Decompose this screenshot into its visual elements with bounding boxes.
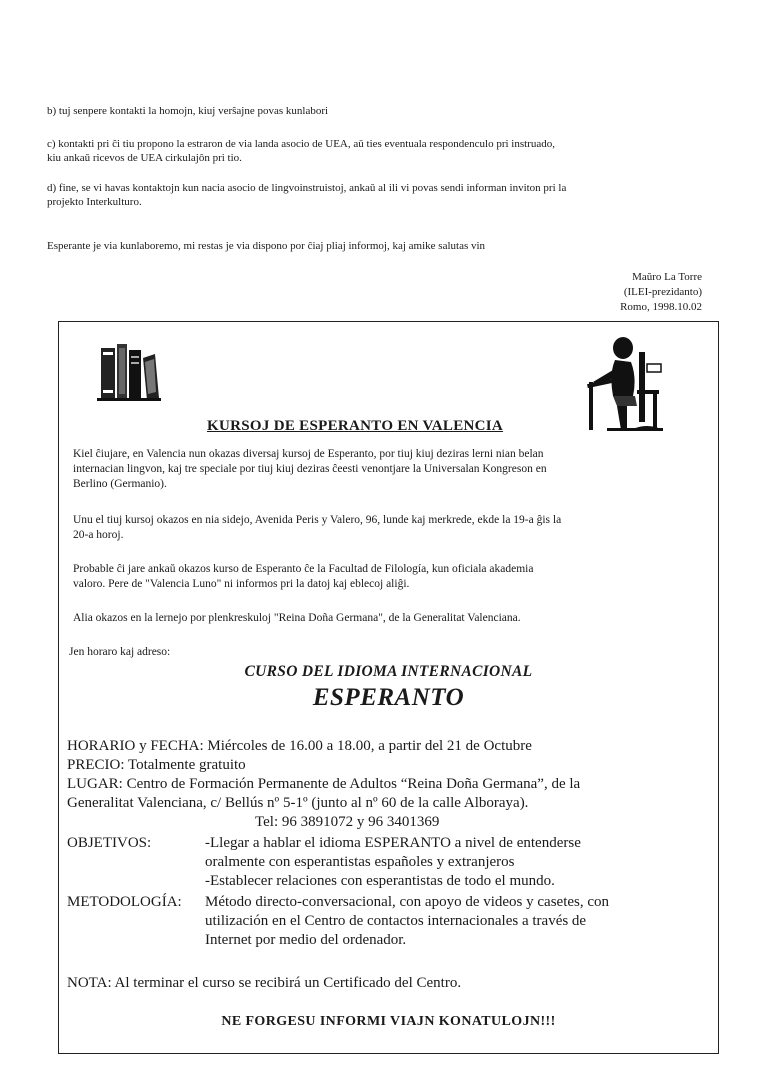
lugar-line-2: Generalitat Valenciana, c/ Bellús nº 5-1º (junto al nº 60 de la calle Alboraya). xyxy=(67,795,529,811)
precio-line: PRECIO: Totalmente gratuito xyxy=(67,757,246,773)
objetivos-line-3: -Establecer relaciones con esperantistas de todo el mundo. xyxy=(205,873,555,889)
letter-item-c-line1: c) kontakti pri ĉi tiu propono la estraron de via landa asocio de UEA, aŭ ties eventuala respondenculo pri instruado, xyxy=(47,138,555,150)
letter-item-b: b) tuj senpere kontakti la homojn, kiuj verŝajne povas kunlabori xyxy=(47,105,329,117)
telephone-line: Tel: 96 3891072 y 96 3401369 xyxy=(255,814,440,830)
letter-item-d-line2: projekto Interkulturo. xyxy=(47,196,142,208)
notice-paragraph-5: Jen horaro kaj adreso: xyxy=(69,646,171,658)
notice-paragraph-1-line: Berlino (Germanio). xyxy=(73,478,167,490)
objetivos-label: OBJETIVOS: xyxy=(67,835,152,851)
notice-paragraph-4: Alia okazos en la lernejo por plenkreskuloj "Reina Doña Germana", de la Generalitat Valenciana. xyxy=(73,612,521,624)
objetivos-line-2: oralmente con esperantistas españoles y extranjeros xyxy=(205,854,515,870)
notice-paragraph-2-line: Unu el tiuj kursoj okazos en nia sidejo, Avenida Peris y Valero, 96, lunde kaj merkrede, ekde la 19-a ĝis la xyxy=(73,514,562,526)
metodologia-line-1: Método directo-conversacional, con apoyo de videos y casetes, con xyxy=(205,894,610,910)
final-reminder: NE FORGESU INFORMI VIAJN KONATULOJN!!! xyxy=(221,1014,556,1029)
nota-line: NOTA: Al terminar el curso se recibirá un Certificado del Centro. xyxy=(67,975,462,991)
signature-place-date: Romo, 1998.10.02 xyxy=(620,301,702,313)
notice-paragraph-3-line: Probable ĉi jare ankaŭ okazos kurso de Esperanto ĉe la Facultad de Filología, kun oficiala akademia xyxy=(73,563,534,575)
course-name: ESPERANTO xyxy=(312,684,465,711)
horario-line: HORARIO y FECHA: Miércoles de 16.00 a 18.00, a partir del 21 de Octubre xyxy=(67,738,532,754)
signature-name: Maŭro La Torre xyxy=(632,271,702,283)
letter-closing: Esperante je via kunlaboremo, mi restas je via dispono por ĉiaj pliaj informoj, kaj amike salutas vin xyxy=(47,240,486,252)
metodologia-line-3: Internet por medio del ordenador. xyxy=(205,932,407,948)
notice-paragraph-3-line: valoro. Pere de "Valencia Luno" ni informos pri la datoj kaj eblecoj aliĝi. xyxy=(73,578,410,590)
books-icon xyxy=(97,340,161,402)
notice-paragraph-2 xyxy=(73,513,704,543)
notice-paragraph-2-line: 20-a horoj. xyxy=(73,529,124,541)
notice-paragraph-3 xyxy=(73,562,704,592)
letter-item-c-line2: kiu ankaŭ ricevos de UEA cirkulajôn pri tio. xyxy=(47,152,242,164)
signature-role: (ILEI-prezidanto) xyxy=(623,286,702,298)
lugar-line-1: LUGAR: Centro de Formación Permanente de Adultos “Reina Doña Germana”, de la xyxy=(67,776,581,792)
objetivos-line-1: -Llegar a hablar el idioma ESPERANTO a nivel de entenderse xyxy=(205,835,581,851)
metodologia-label: METODOLOGÍA: xyxy=(67,894,182,910)
notice-title: KURSOJ DE ESPERANTO EN VALENCIA xyxy=(207,418,504,434)
student-at-desk-icon xyxy=(587,334,673,434)
notice-paragraph-1-line: Kiel ĉiujare, en Valencia nun okazas diversaj kursoj de Esperanto, por tiuj kiuj deziras lerni nian belan xyxy=(73,448,544,460)
course-notice-box xyxy=(58,321,719,1054)
notice-paragraph-1-line: internacian lingvon, kaj tre speciale por tiuj kiuj deziras ĉeesti venontjare la Universalan Kongreson en xyxy=(73,463,547,475)
notice-paragraph-1 xyxy=(73,447,704,492)
course-heading: CURSO DEL IDIOMA INTERNACIONAL xyxy=(244,663,533,680)
metodologia-line-2: utilización en el Centro de contactos internacionales a través de xyxy=(205,913,587,929)
letter-item-d-line1: d) fine, se vi havas kontaktojn kun nacia asocio de lingvoinstruistoj, ankaŭ al ili vi povas sendi informan inviton pri la xyxy=(47,182,567,194)
